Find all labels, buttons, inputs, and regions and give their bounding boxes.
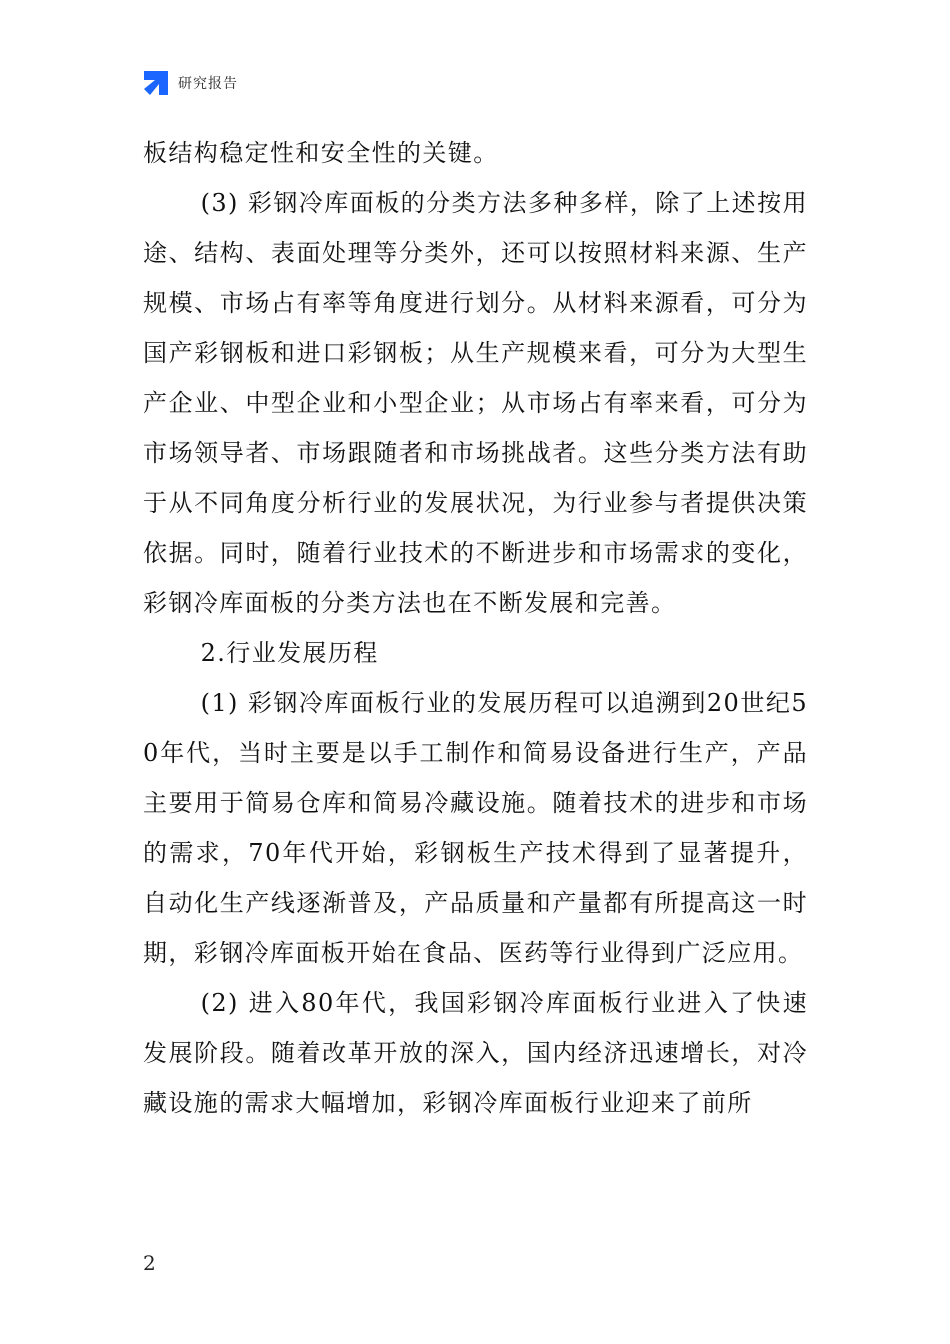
paragraph-continuation: 板结构稳定性和安全性的关键。 [143,139,499,167]
document-body [143,128,808,1128]
paragraph-history-80s: (2) 进入80年代，我国彩钢冷库面板行业进入了快速发展阶段。随着改革开放的深入，国内经济迅速增长，对冷藏设施的需求大幅增加，彩钢冷库面板行业迎来了前所 [143,989,808,1117]
page-number: 2 [143,1251,156,1275]
header-title: 研究报告 [178,76,238,92]
page-header [143,70,238,96]
section-heading-development-history: 2.行业发展历程 [200,639,379,667]
arrow-up-right-logo-icon [143,70,169,96]
paragraph-classification-methods: (3) 彩钢冷库面板的分类方法多种多样，除了上述按用途、结构、表面处理等分类外，还可以按照材料来源、生产规模、市场占有率等角度进行划分。从材料来源看，可分为国产彩钢板和进口彩钢板；从生产规模来看，可分为大型生产企业、中型企业和小型企业；从市场占有率来看，可分为市场领导者、市场跟随者和市场挑战者。这些分类方法有助于从不同角度分析行业的发展状况，为行业参与者提供决策依据。同时，随着行业技术的不断进步和市场需求的变化，彩钢冷库面板的分类方法也在不断发展和完善。 [143,189,808,617]
paragraph-history-early: (1) 彩钢冷库面板行业的发展历程可以追溯到20世纪50年代，当时主要是以手工制作和简易设备进行生产，产品主要用于简易仓库和简易冷藏设施。随着技术的进步和市场的需求，70年代开始，彩钢板生产技术得到了显著提升，自动化生产线逐渐普及，产品质量和产量都有所提高这一时期，彩钢冷库面板开始在食品、医药等行业得到广泛应用。 [143,689,808,967]
